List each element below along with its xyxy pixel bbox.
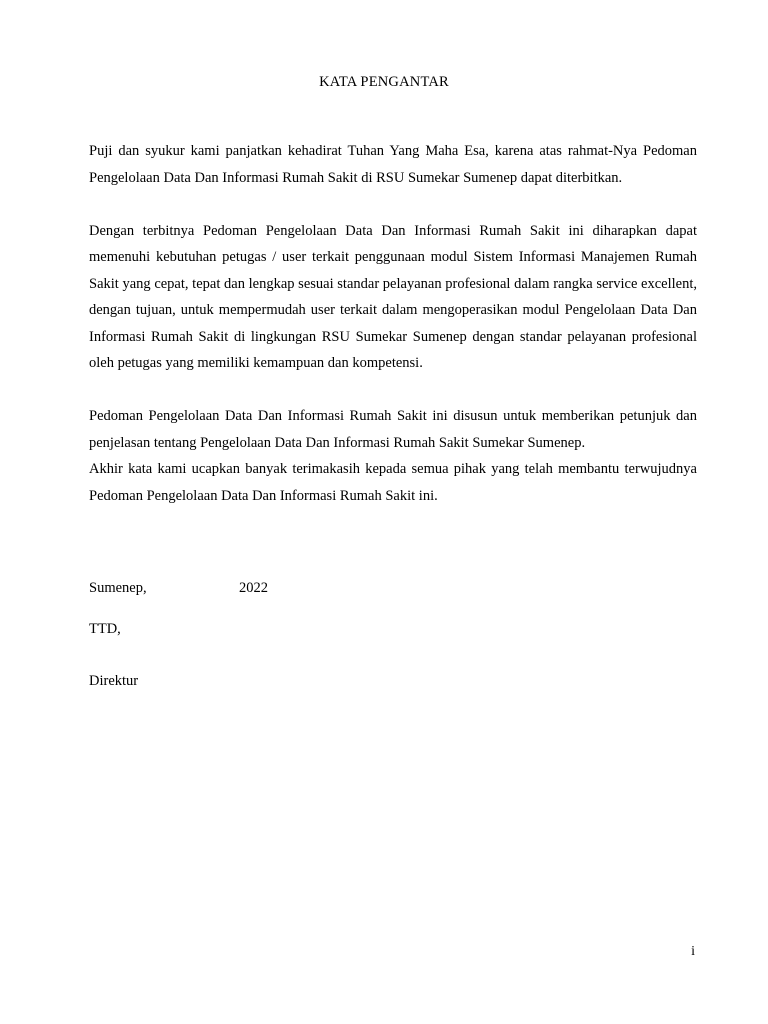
page-title: KATA PENGANTAR <box>319 74 449 90</box>
signoff-year: 2022 <box>239 580 268 596</box>
paragraph-opening: Puji dan syukur kami panjatkan kehadirat Tuhan Yang Maha Esa, karena atas rahmat-Nya Pedoman Pengelolaan Data Dan Informasi Rumah Sakit di RSU Sumekar Sumenep dapat diterbitkan. <box>89 143 697 186</box>
paragraph-purpose: Dengan terbitnya Pedoman Pengelolaan Data Dan Informasi Rumah Sakit ini diharapkan dapat memenuhi kebutuhan petugas / user terkait penggunaan modul Sistem Informasi Manajemen Rumah Sakit yang cepat, tepat dan lengkap sesuai standar pelayanan profesional dalam rangka service excellent, dengan tujuan, untuk mempermudah user terkait dalam mengoperasikan modul Pengelolaan Data Dan Informasi Rumah Sakit di lingkungan RSU Sumekar Sumenep dengan standar pelayanan profesional oleh petugas yang memiliki kemampuan dan kompetensi. <box>89 222 697 371</box>
paragraph-guide: Pedoman Pengelolaan Data Dan Informasi Rumah Sakit ini disusun untuk memberikan petunjuk dan penjelasan tentang Pengelolaan Data Dan Informasi Rumah Sakit Sumekar Sumenep. <box>89 408 697 451</box>
page-number: i <box>691 944 695 959</box>
signoff-ttd: TTD, <box>89 621 121 637</box>
document-body <box>89 138 697 509</box>
paragraph-thanks: Akhir kata kami ucapkan banyak terimakasih kepada semua pihak yang telah membantu terwujudnya Pedoman Pengelolaan Data Dan Informasi Rumah Sakit ini. <box>89 461 697 504</box>
signoff-place: Sumenep, <box>89 580 147 596</box>
signoff-role: Direktur <box>89 673 139 689</box>
